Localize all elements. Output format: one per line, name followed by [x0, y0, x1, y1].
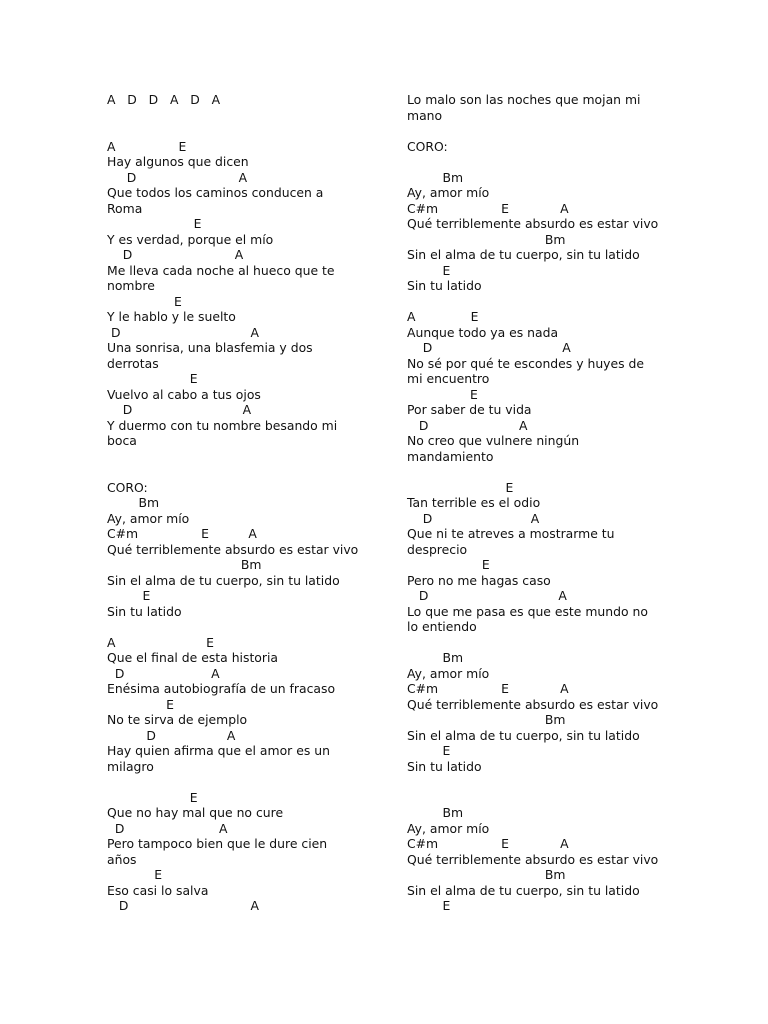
- chord-line: Bm: [407, 712, 566, 727]
- lyric-line: Hay algunos que dicen: [107, 154, 249, 169]
- lyric-line: Sin el alma de tu cuerpo, sin tu latido: [407, 247, 640, 262]
- blank-line: [407, 154, 707, 170]
- chord-line: D A: [107, 665, 220, 681]
- chord-line: D A: [107, 820, 228, 836]
- chord-line: E: [407, 386, 478, 402]
- lyric-line: Que ni te atreves a mostrarme tu: [407, 526, 615, 541]
- chord-line: E: [407, 898, 451, 913]
- chord-line: C#m E A: [407, 200, 569, 216]
- chord-line: Bm: [407, 231, 566, 247]
- lyric-line: nombre: [107, 278, 155, 293]
- lyric-line: Sin el alma de tu cuerpo, sin tu latido: [107, 572, 340, 588]
- lyric-line: Por saber de tu vida: [407, 402, 532, 417]
- lyric-line: CORO:: [407, 138, 448, 154]
- blank-line: [107, 619, 377, 635]
- lyric-line: Ay, amor mío: [407, 185, 490, 200]
- chord-line: Bm: [407, 650, 464, 665]
- lyric-line: Sin el alma de tu cuerpo, sin tu latido: [407, 882, 640, 898]
- chord-line: C#m E A: [107, 526, 257, 541]
- blank-line: [107, 108, 377, 124]
- chord-line: E: [107, 696, 174, 712]
- lyric-line: años: [107, 851, 137, 867]
- lyric-line: Sin tu latido: [107, 603, 182, 619]
- lyric-line: Y es verdad, porque el mío: [107, 231, 274, 247]
- chord-line: E: [407, 743, 451, 758]
- chord-line: C#m E A: [407, 681, 569, 696]
- chord-line: D A: [107, 402, 252, 417]
- chord-line: D A: [107, 169, 248, 185]
- chord-line: E: [407, 479, 514, 495]
- lyric-line: Sin tu latido: [407, 278, 482, 293]
- chord-line: Bm: [407, 867, 566, 882]
- lyric-line: mandamiento: [407, 448, 494, 464]
- chord-line: E: [107, 867, 163, 882]
- lyric-line: CORO:: [107, 479, 148, 495]
- lyric-line: Pero no me hagas caso: [407, 572, 551, 588]
- chord-line: E: [107, 789, 198, 805]
- lyric-line: Tan terrible es el odio: [407, 495, 541, 510]
- lyric-line: Vuelvo al cabo a tus ojos: [107, 386, 261, 402]
- chord-line: D A: [407, 510, 540, 526]
- chord-line: A E: [407, 309, 479, 324]
- lyric-line: Qué terriblemente absurdo es estar vivo: [407, 851, 659, 867]
- chord-line: E: [107, 371, 198, 386]
- chord-line: D A: [107, 727, 236, 743]
- chord-line: D A: [107, 324, 259, 340]
- blank-line: [107, 464, 377, 480]
- lyric-line: Sin tu latido: [407, 758, 482, 774]
- blank-line: [407, 635, 707, 651]
- lyric-line: Y duermo con tu nombre besando mi: [107, 417, 338, 433]
- lyric-line: Eso casi lo salva: [107, 882, 209, 898]
- blank-line: [107, 774, 377, 790]
- chord-line: D A: [407, 588, 567, 603]
- chord-line: Bm: [107, 495, 160, 510]
- chord-line: C#m E A: [407, 836, 569, 851]
- blank-line: [107, 449, 377, 465]
- chord-line: A E: [107, 634, 214, 650]
- chord-line: D A: [107, 898, 259, 913]
- chord-line: E: [107, 216, 202, 231]
- lyric-line: Roma: [107, 200, 143, 216]
- chord-line: Bm: [407, 805, 464, 820]
- lyric-line: Ay, amor mío: [407, 820, 490, 836]
- blank-line: [407, 774, 707, 790]
- chord-line: E: [107, 293, 182, 309]
- lyric-line: Que no hay mal que no cure: [107, 805, 284, 820]
- lyric-line: Lo malo son las noches que mojan mi: [407, 92, 641, 107]
- lyric-line: lo entiendo: [407, 619, 477, 634]
- chord-line: Bm: [107, 557, 262, 572]
- left-column: [107, 92, 377, 914]
- blank-line: [407, 790, 707, 806]
- lyric-line: Que el final de esta historia: [107, 650, 279, 665]
- lyric-line: Me lleva cada noche al hueco que te: [107, 262, 335, 278]
- lyric-line: Qué terriblemente absurdo es estar vivo: [407, 216, 659, 231]
- lyric-line: Que todos los caminos conducen a: [107, 185, 324, 200]
- lyric-line: Qué terriblemente absurdo es estar vivo: [107, 541, 359, 557]
- lyric-line: No sé por qué te escondes y huyes de: [407, 355, 645, 371]
- lyric-line: Enésima autobiografía de un fracaso: [107, 681, 336, 696]
- chord-line: A E: [107, 138, 187, 154]
- right-column: [407, 92, 707, 914]
- chord-line: D A: [407, 417, 528, 433]
- lyric-line: Aunque todo ya es nada: [407, 324, 559, 340]
- lyric-line: mi encuentro: [407, 371, 490, 386]
- chord-line: E: [107, 588, 151, 603]
- lyric-line: Una sonrisa, una blasfemia y dos: [107, 340, 313, 355]
- lyric-line: boca: [107, 433, 137, 448]
- lyric-line: Lo que me pasa es que este mundo no: [407, 603, 648, 619]
- lyric-line: Qué terriblemente absurdo es estar vivo: [407, 696, 659, 712]
- lyric-line: No te sirva de ejemplo: [107, 712, 248, 727]
- lyric-line: Ay, amor mío: [107, 510, 190, 526]
- lyric-line: derrotas: [107, 355, 159, 371]
- lyric-line: No creo que vulnere ningún: [407, 433, 580, 448]
- blank-line: [407, 123, 707, 139]
- lyric-line: mano: [407, 107, 443, 123]
- lyric-line: milagro: [107, 758, 154, 774]
- blank-line: [407, 464, 707, 480]
- chord-line: D A: [407, 340, 571, 355]
- chord-line: A D D A D A: [107, 92, 221, 107]
- blank-line: [407, 294, 707, 310]
- chord-line: E: [407, 262, 451, 278]
- blank-line: [107, 123, 377, 139]
- lyric-line: Ay, amor mío: [407, 665, 490, 681]
- chord-line: E: [407, 557, 490, 572]
- lyric-line: Sin el alma de tu cuerpo, sin tu latido: [407, 727, 640, 743]
- chord-line: D A: [107, 247, 244, 262]
- lyric-line: Hay quien afirma que el amor es un: [107, 743, 330, 758]
- lyric-line: Y le hablo y le suelto: [107, 309, 236, 324]
- chord-line: Bm: [407, 169, 464, 185]
- lyric-line: desprecio: [407, 541, 468, 557]
- lyric-line: Pero tampoco bien que le dure cien: [107, 836, 328, 851]
